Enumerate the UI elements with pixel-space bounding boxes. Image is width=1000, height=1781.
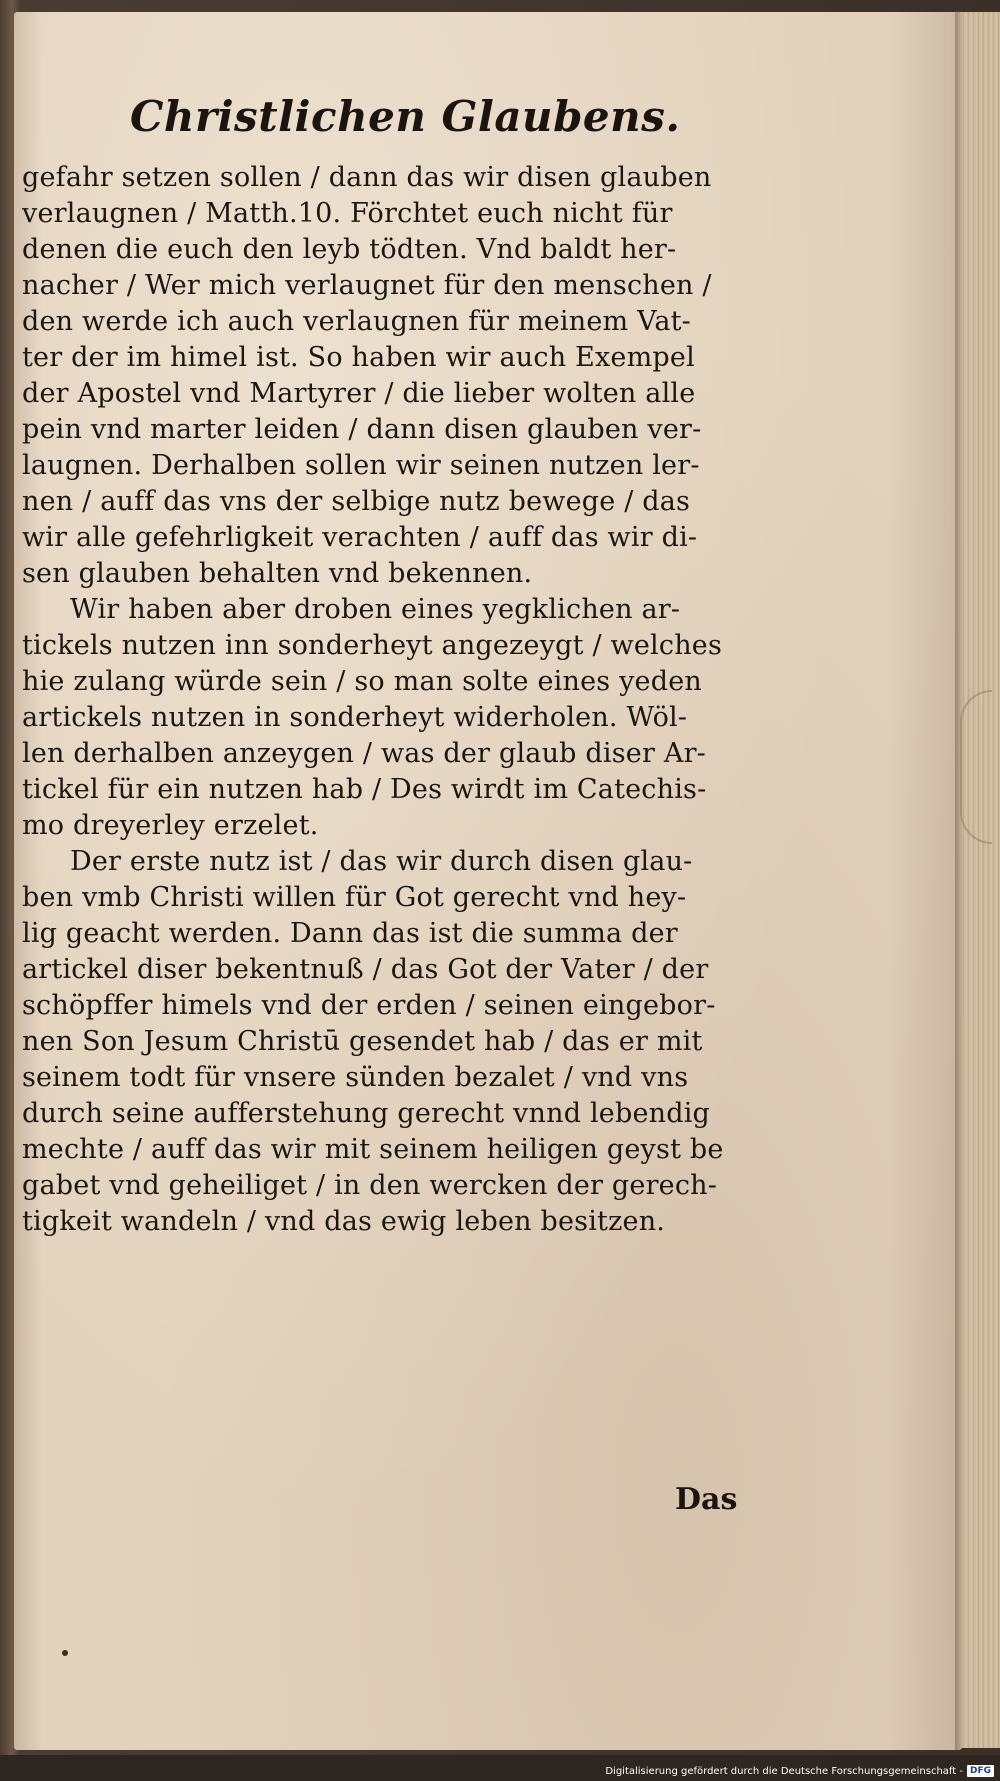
- text-line: verlaugnen / Matth.10. Förchtet euch nicht für: [22, 198, 673, 229]
- text-line: nen Son Jesum Christū gesendet hab / das er mit: [22, 1026, 703, 1057]
- text-line: sen glauben behalten vnd bekennen.: [22, 558, 533, 589]
- text-line: ben vmb Christi willen für Got gerecht vnd hey-: [22, 882, 687, 913]
- paragraph-start-line: Der erste nutz ist / das wir durch disen glau-: [70, 846, 693, 877]
- text-line: ter der im himel ist. So haben wir auch Exempel: [22, 342, 695, 373]
- paragraph-start-line: Wir haben aber droben eines yegklichen ar-: [70, 594, 681, 625]
- page-body: [22, 160, 767, 1240]
- dfg-logo: DFG: [967, 1765, 994, 1777]
- text-line: tigkeit wandeln / vnd das ewig leben besitzen.: [22, 1206, 666, 1237]
- text-line: durch seine aufferstehung gerecht vnnd lebendig: [22, 1098, 711, 1129]
- footer-credit: [605, 1765, 994, 1777]
- text-line: len derhalben anzeygen / was der glaub diser Ar-: [22, 738, 707, 769]
- clasp-mark: [960, 690, 992, 844]
- funding-credit-text: Digitalisierung gefördert durch die Deutsche Forschungsgemeinschaft -: [605, 1765, 963, 1777]
- text-line: denen die euch den leyb tödten. Vnd baldt her-: [22, 234, 677, 265]
- text-line: mechte / auff das wir mit seinem heiligen geyst be: [22, 1134, 724, 1165]
- text-line: nacher / Wer mich verlaugnet für den menschen /: [22, 270, 712, 301]
- text-line: nen / auff das vns der selbige nutz bewege / das: [22, 486, 691, 517]
- text-line: laugnen. Derhalben sollen wir seinen nutzen ler-: [22, 450, 700, 481]
- text-line: den werde ich auch verlaugnen für meinem Vat-: [22, 306, 691, 337]
- text-line: mo dreyerley erzelet.: [22, 810, 319, 841]
- page-edges: [960, 12, 1000, 1748]
- text-line: der Apostel vnd Martyrer / die lieber wolten alle: [22, 378, 696, 409]
- text-line: lig geacht werden. Dann das ist die summa der: [22, 918, 678, 949]
- text-line: artickels nutzen in sonderheyt widerholen. Wöl-: [22, 702, 688, 733]
- text-line: hie zulang würde sein / so man solte eines yeden: [22, 666, 702, 697]
- text-line: schöpffer himels vnd der erden / seinen eingebor-: [22, 990, 716, 1021]
- footer-bar: [0, 1755, 1000, 1781]
- text-line: gabet vnd geheiliget / in den wercken der gerech-: [22, 1170, 718, 1201]
- text-line: tickel für ein nutzen hab / Des wirdt im Catechis-: [22, 774, 707, 805]
- running-head: Christlichen Glaubens.: [130, 92, 681, 141]
- text-line: tickels nutzen inn sonderheyt angezeygt / welches: [22, 630, 723, 661]
- catchword: Das: [675, 1482, 738, 1517]
- text-line: wir alle gefehrligkeit verachten / auff das wir di-: [22, 522, 698, 553]
- text-line: seinem todt für vnsere sünden bezalet / vnd vns: [22, 1062, 689, 1093]
- text-line: pein vnd marter leiden / dann disen glauben ver-: [22, 414, 702, 445]
- page-edge-shadow: [955, 10, 963, 1750]
- ink-spot: [62, 1650, 68, 1656]
- text-line: artickel diser bekentnuß / das Got der Vater / der: [22, 954, 709, 985]
- text-line: gefahr setzen sollen / dann das wir disen glauben: [22, 162, 712, 193]
